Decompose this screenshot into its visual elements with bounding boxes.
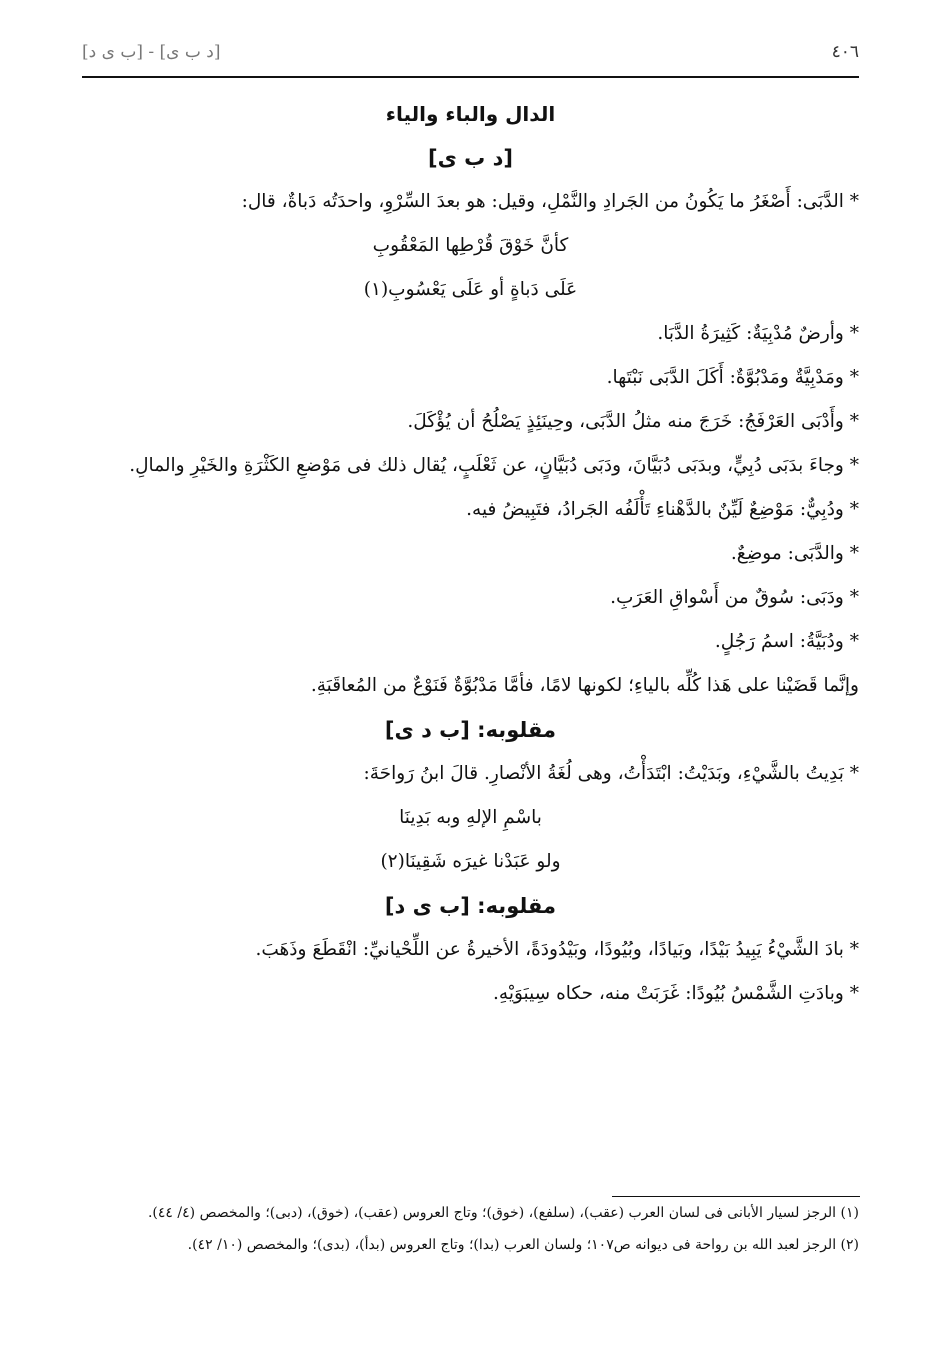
entry-paragraph: * الدَّبَى: أَصْغَرُ ما يَكُونُ من الجَرادِ والنَّمْلِ، وقيل: هو بعدَ السِّرْوِ، واحدَتُه دَباةٌ، قال:	[241, 191, 859, 212]
entry-paragraph: * ومَدْبِيَّةٌ ومَدْبُوَّةٌ: أَكَلَ الدَّبَى نَبْتَها.	[606, 367, 859, 388]
entry-paragraph: * وجاءَ بدَبَى دُبِيٍّ، وبدَبَى دُبَيَّانَ، ودَبَى دُبَيَّانٍ، عن ثَعْلَبٍ، يُقال ذلك فى مَوْضعِ الكَثْرَةِ والخَيْرِ والمالِ.	[129, 455, 859, 476]
verse-line: عَلَى دَباةٍ أو عَلَى يَعْسُوبِ(١)	[363, 279, 578, 300]
entry-paragraph: * والدَّبَى: موضِعٌ.	[730, 543, 859, 564]
root-heading: [د ب ى]	[428, 146, 513, 170]
entry-paragraph: * ودَبَى: سُوقٌ من أَسْواقِ العَرَبِ.	[610, 587, 859, 608]
running-title: [د ب ى] - [ب ى د]	[82, 42, 221, 62]
entry-paragraph: * ودُبَيَّةُ: اسمُ رَجُلٍ.	[714, 631, 859, 652]
entry-paragraph: وإنَّما قَضَيْنا على هَذا كُلِّه بالياءِ؛ لكونها لامًا، فأمَّا مَدْبُوَّةٌ فَنَوْعٌ من المُعاقَبَةِ.	[310, 675, 859, 696]
footnotes	[82, 1200, 859, 1264]
maqlub-heading: مقلوبه: [ب د ى]	[384, 718, 557, 742]
page-number: ٤٠٦	[831, 42, 859, 62]
entry-paragraph: * ودُبِيٌّ: مَوْضِعٌ لَيِّنٌ بالدَّهْناءِ تَأْلَفُه الجَرادُ، فتَبِيضُ فيه.	[466, 499, 859, 520]
entry-paragraph: * وأَدْبَى العَرْفَجُ: خَرَجَ منه مثلُ الدَّبَى، وحِينَئِذٍ يَصْلُحُ أن يُؤْكَلَ.	[407, 411, 859, 432]
page-body	[82, 92, 859, 1016]
running-header	[82, 38, 859, 70]
verse-line: كأنَّ خَوْقَ قُرْطِها المَعْقُوبِ	[372, 235, 569, 256]
footnote: (٢) الرجز لعبد الله بن رواحة فى ديوانه ص١٠٧؛ ولسان العرب (بدا)؛ وتاج العروس (بدأ)، (بدى)؛ والمخصص (١٠/ ٤٢).	[187, 1237, 859, 1253]
entry-paragraph: * بادَ الشَّيْءُ يَبِيدُ بَيْدًا، وبَيادًا، وبُيُودًا، وبَيْدُودَةً، الأخيرةُ عن اللِّحْيانيِّ: انْقَطَعَ وذَهَبَ.	[255, 939, 859, 960]
section-title: الدال والباء والياء	[385, 102, 556, 126]
verse-line: باسْمِ الإلهِ وبه بَدِينَا	[399, 807, 542, 828]
header-rule	[82, 76, 859, 78]
entry-paragraph: * وبادَتِ الشَّمْسُ بُيُودًا: غَرَبَتْ منه، حكاه سِيبَوَيْهِ.	[493, 983, 859, 1004]
footnote-rule	[612, 1196, 860, 1197]
entry-paragraph: * وأرضٌ مُدْبِيَةٌ: كَثِيرَةُ الدَّبَا.	[657, 323, 859, 344]
entry-paragraph: * بَدِيتُ بالشَّيْءِ، وبَدَيْتُ: ابْتَدَأْتُ، وهى لُغَةُ الأنْصارِ. قالَ ابنُ رَواحَةَ:	[363, 763, 859, 784]
maqlub-heading: مقلوبه: [ب ى د]	[384, 894, 557, 918]
verse-line: ولو عَبَدْنا غيرَه شَقِينَا(٢)	[380, 851, 561, 872]
footnote: (١) الرجز لسيار الأبانى فى لسان العرب (عقب)، (سلفع)، (خوق)؛ وتاج العروس (عقب)، (خوق)، (دبى)؛ والمخصص (٤/ ٤٤).	[147, 1205, 859, 1221]
